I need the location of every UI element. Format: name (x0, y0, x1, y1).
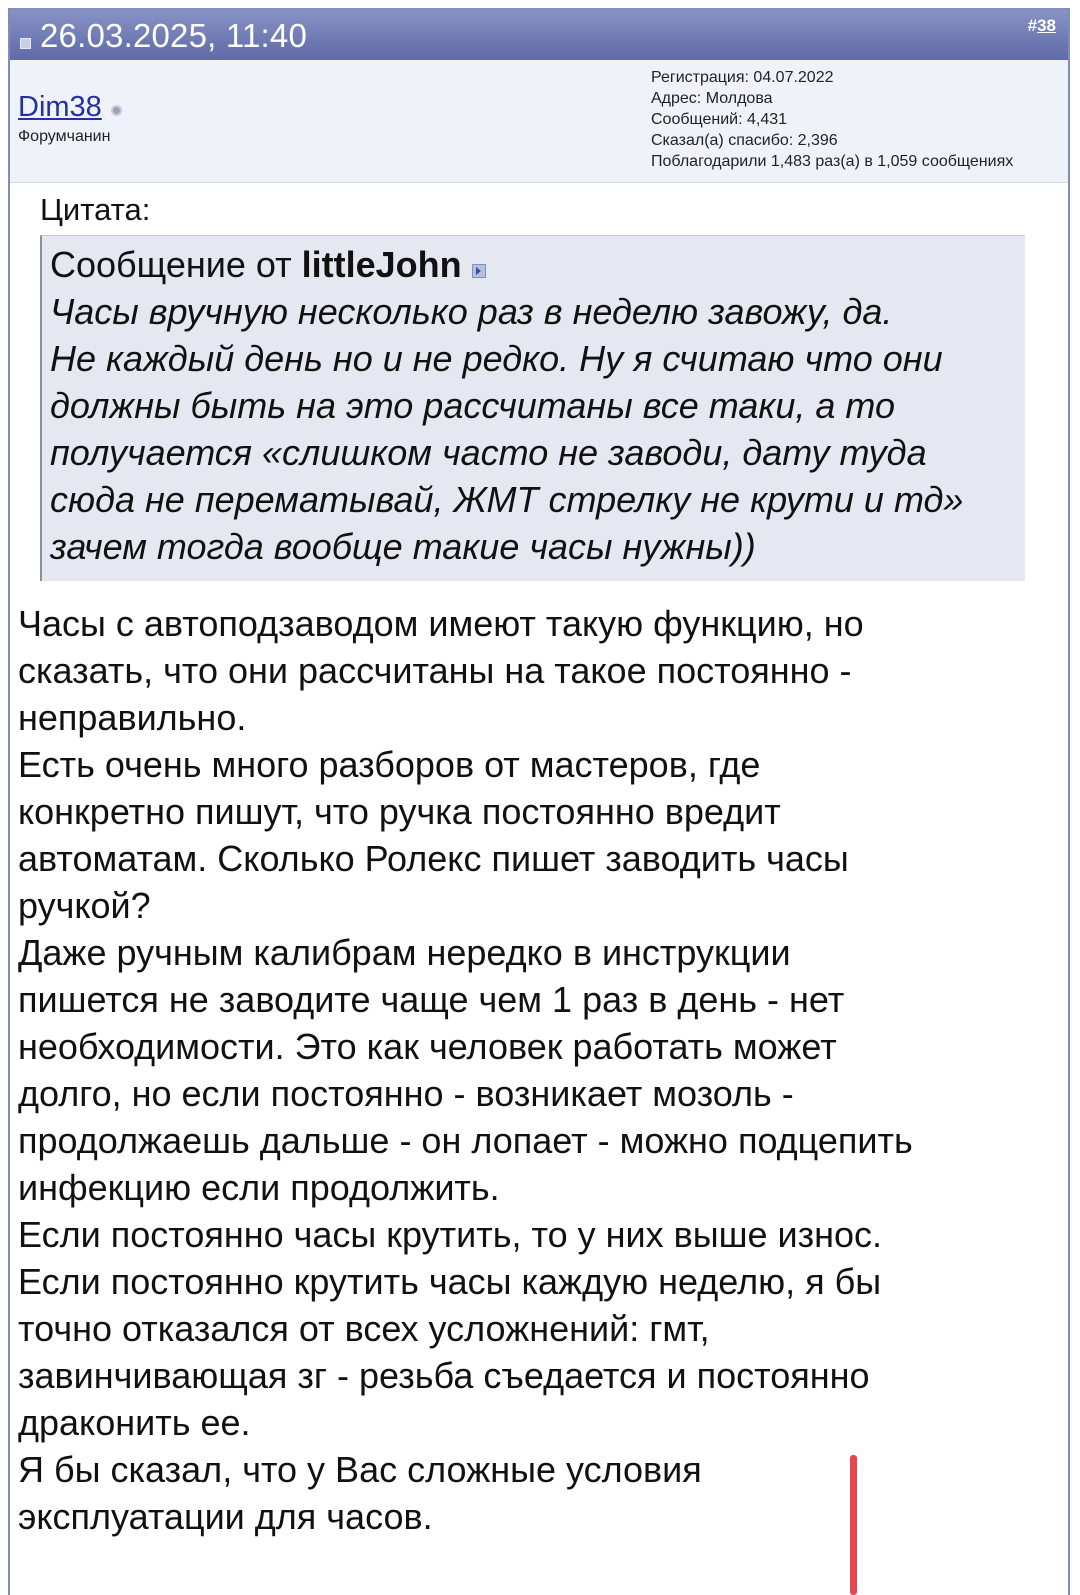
post-date: 26.03.2025, 11:40 (40, 17, 308, 54)
user-info (651, 67, 1013, 172)
quote-author: littleJohn (301, 244, 462, 285)
user-address: Адрес: Молдова (651, 90, 773, 107)
quote-label: Цитата: (40, 192, 151, 227)
offline-status-icon (111, 105, 122, 116)
post-container (8, 8, 1070, 1595)
quote-box (40, 235, 1025, 581)
user-thanks-received: Поблагодарили 1,483 раз(а) в 1,059 сообщениях (651, 153, 1014, 170)
user-registration: Регистрация: 04.07.2022 (651, 69, 834, 86)
post-number-value: 38 (1037, 16, 1056, 35)
post-number-hash: # (1027, 16, 1038, 35)
view-post-arrow-icon[interactable] (472, 264, 486, 278)
post-status-square-icon (20, 38, 31, 49)
post-header-bar (10, 10, 1068, 60)
quote-author-line (50, 242, 1025, 288)
username-link[interactable]: Dim38 (18, 91, 102, 123)
post-number-link[interactable] (1028, 16, 1056, 36)
quote-text: Часы вручную несколько раз в неделю завожу, да. Не каждый день но и не редко. Ну я считаю что они должны быть на это рассчитаны все таки, а то получается «слишком часто не заводи, дату туда сюда не перематывай, ЖМТ стрелку не крути и тд» зачем тогда вообще такие часы нужны)) (50, 291, 964, 567)
user-title: Форумчанин (18, 128, 111, 145)
user-post-count: Сообщений: 4,431 (651, 111, 788, 128)
red-annotation-mark (850, 1455, 857, 1595)
post-body-text: Часы с автоподзаводом имеют такую функцию, но сказать, что они рассчитаны на такое постоянно - неправильно. Есть очень много разборов от мастеров, где конкретно пишут, что ручка постоянно вредит автоматам. Сколько Ролекс пишет заводить часы ручкой? Даже ручным калибрам нередко в инструкции пишется не заводите чаще чем 1 раз в день - нет необходимости. Это как человек работать может долго, но если постоянно - возникает мозоль - продолжаешь дальше - он лопает - можно подцепить инфекцию если продолжить. Если постоянно часы крутить, то у них выше износ. Если постоянно крутить часы каждую неделю, я бы точно отказался от всех усложнений: гмт, завинчивающая зг - резьба съедается и постоянно драконить ее. Я бы сказал, что у Вас сложные условия эксплуатации для часов. (18, 603, 913, 1537)
user-panel (10, 60, 1068, 183)
quote-prefix: Сообщение от (50, 244, 302, 285)
user-thanks-given: Сказал(а) спасибо: 2,396 (651, 132, 838, 149)
